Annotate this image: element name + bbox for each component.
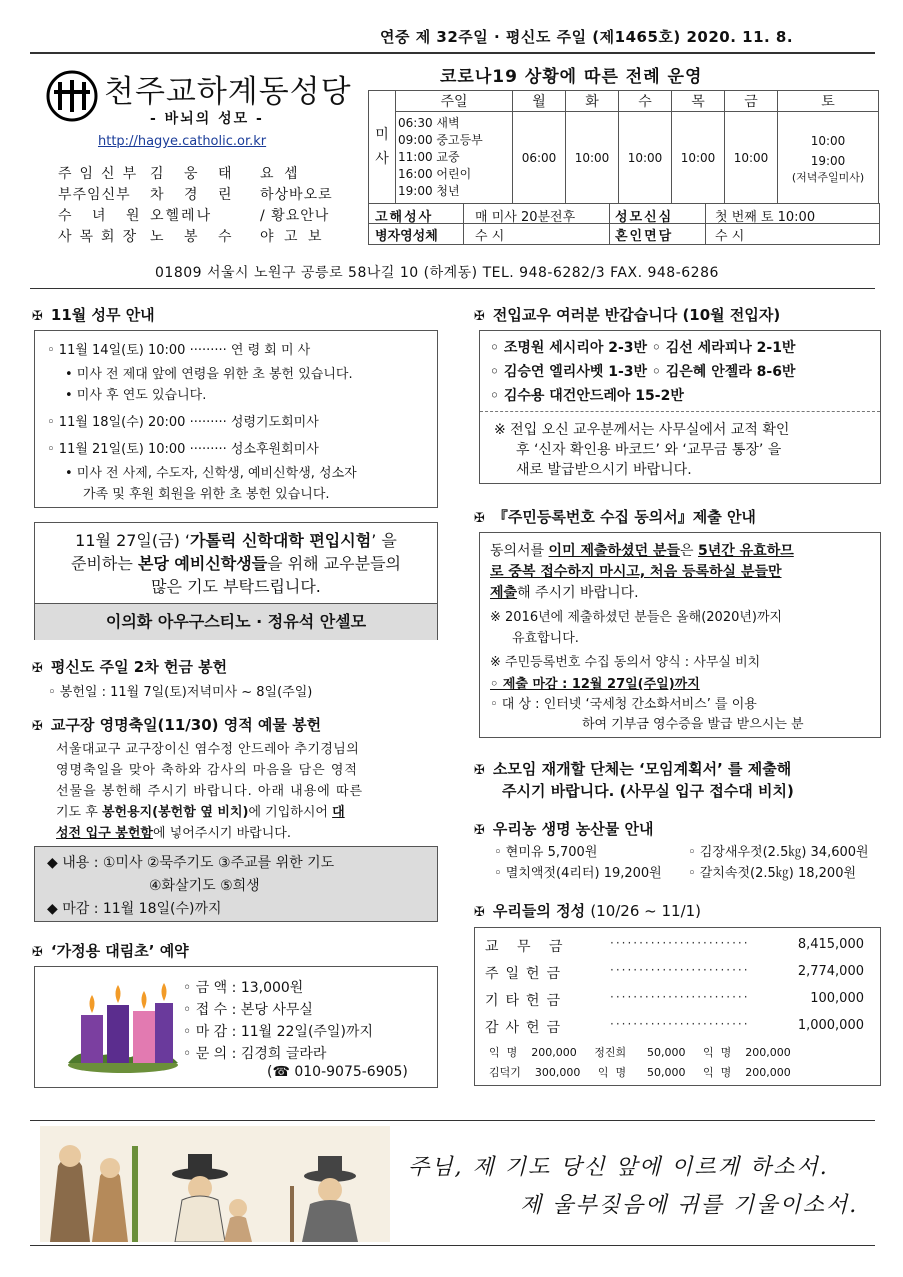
cross-icon: ✠ (32, 661, 43, 676)
parish-motto: - 바뇌의 성모 - (150, 111, 264, 127)
farm-product: ◦ 갈치속젓(2.5㎏) 18,200원 (688, 866, 857, 881)
candle-deadline: ◦ 마 감 : 11월 22일(주일)까지 (183, 1024, 373, 1040)
consent-section-title: ✠ 『주민등록번호 수집 동의서』제출 안내 (474, 508, 756, 526)
cross-icon: ✠ (32, 719, 43, 734)
parish-address: 01809 서울시 노원구 공릉로 58나길 10 (하계동) TEL. 948-6282/3 FAX. 948-6286 (155, 265, 719, 281)
archbishop-text: 영명축일을 맞아 축하와 감사의 마음을 담은 영적 (56, 763, 358, 778)
newcomer-note: 새로 발급받으시기 바랍니다. (516, 462, 692, 478)
sacraments-vline (705, 204, 706, 244)
november-line: 가족 및 후원 회원을 위한 초 봉헌 있습니다. (83, 487, 330, 502)
tue-time: 10:00 (566, 112, 619, 204)
consent-text: 동의서를 이미 제출하셨던 분들은 5년간 유효하므 (490, 543, 794, 559)
cross-icon: ✠ (32, 309, 43, 324)
staff-name: 오헬레나 (150, 208, 213, 224)
bulletin-issue-info: 연중 제 32주일 · 평신도 주일 (제1465호) 2020. 11. 8. (380, 28, 794, 46)
newcomers-divider (480, 411, 880, 412)
staff-row (58, 206, 333, 227)
header-sat: 토 (778, 91, 879, 112)
staff-row (58, 185, 333, 206)
closing-prayer-line: 주님, 제 기도 당신 앞에 이르게 하소서. (408, 1155, 829, 1180)
offering-dots: ························ (610, 990, 750, 1004)
address-divider (30, 288, 875, 289)
farm-product: ◦ 멸치액젓(4리터) 19,200원 (494, 866, 662, 881)
mass-schedule-table (368, 90, 879, 204)
november-line: ◦ 11월 21일(토) 10:00 ········· 성소후원회미사 (47, 442, 319, 457)
laity-section-title: ✠ 평신도 주일 2차 헌금 봉헌 (32, 658, 228, 676)
november-box (34, 330, 438, 508)
parish-logo-icon (46, 70, 98, 122)
november-line: ◦ 11월 14일(토) 10:00 ········· 연 령 회 미 사 (47, 343, 311, 358)
archbishop-text: 성전 입구 봉헌함에 넣어주시기 바랍니다. (56, 826, 291, 841)
marriage-interview-value: 수 시 (715, 229, 745, 244)
farm-product: ◦ 현미유 5,700원 (494, 845, 598, 860)
offering-donors: 김덕기 300,000 익 명 50,000 익 명 200,000 (489, 1066, 791, 1079)
korean-martyrs-illustration-icon (40, 1126, 390, 1242)
newcomer-row: ◦ 조명원 세시리아 2-3반 ◦ 김선 세라피나 2-1반 (490, 340, 796, 356)
newcomers-box (479, 330, 881, 484)
parish-url-link[interactable]: http://hagye.catholic.or.kr (98, 134, 267, 149)
sacraments-vline (463, 204, 464, 244)
farm-section-title: ✠ 우리농 생명 농산물 안내 (474, 820, 654, 838)
consent-target: 하여 기부금 영수증을 발급 받으시는 분 (582, 717, 804, 732)
footer-divider (30, 1120, 875, 1121)
archbishop-text: 선물을 봉헌해 주시기 바랍니다. 아래 내용에 따른 (56, 784, 364, 799)
mass-schedule-title: 코로나19 상황에 따른 전례 운영 (440, 67, 703, 87)
consent-text: 제출해 주시기 바랍니다. (490, 585, 639, 601)
archbishop-items: ④화살기도 ⑤희생 (149, 878, 260, 894)
candle-box (34, 966, 438, 1088)
header-wed: 수 (619, 91, 672, 112)
offering-amount: 8,415,000 (797, 937, 864, 952)
cross-icon: ✠ (32, 945, 43, 960)
sunday-times (396, 112, 513, 204)
groups-section-subtitle: 주시기 바랍니다. (사무실 입구 접수대 비치) (502, 782, 794, 800)
consent-text: ※ 주민등록번호 수집 동의서 양식 : 사무실 비치 (490, 655, 761, 670)
header-fri: 금 (725, 91, 778, 112)
header-thu: 목 (672, 91, 725, 112)
confession-value: 매 미사 20분전후 (475, 210, 576, 225)
offering-dots: ························ (610, 963, 750, 977)
cross-icon: ✠ (474, 763, 485, 778)
offering-box (474, 927, 881, 1086)
thu-time: 10:00 (672, 112, 725, 204)
offering-dots: ························ (610, 1017, 750, 1031)
advent-candles-icon (63, 975, 183, 1075)
staff-row (58, 227, 333, 248)
mass-label: 미사 (369, 91, 396, 204)
offering-label: 기타헌금 (485, 993, 568, 1009)
cross-icon: ✠ (474, 511, 485, 526)
header-divider (30, 52, 875, 54)
cross-icon: ✠ (474, 905, 485, 920)
consent-target: ◦ 대 상 : 인터넷 ‘국세청 간소화서비스’ 를 이용 (490, 697, 757, 712)
staff-list (58, 164, 333, 248)
archbishop-deadline: ◆ 마감 : 11월 18일(수)까지 (47, 901, 222, 917)
staff-name: 차 경 린 (150, 187, 240, 203)
sat-times (778, 112, 879, 204)
consent-text: 유효합니다. (512, 631, 579, 646)
archbishop-section-title: ✠ 교구장 영명축일(11/30) 영적 예물 봉헌 (32, 716, 322, 734)
november-line: • 미사 전 사제, 수도자, 신학생, 예비신학생, 성소자 (65, 466, 357, 481)
parish-name: 천주교하계동성당 (104, 74, 352, 110)
archbishop-items: ◆ 내용 : ①미사 ②묵주기도 ③주교를 위한 기도 (47, 855, 335, 871)
offering-label: 주일헌금 (485, 966, 568, 982)
newcomer-note: 후 ‘신자 확인용 바코드’ 와 ‘교무금 통장’ 을 (516, 442, 782, 458)
header-mon: 월 (513, 91, 566, 112)
sunday-time: 11:00 교중 (398, 150, 460, 164)
sat-time: 10:00 (810, 134, 846, 148)
archbishop-text: 서울대교구 교구장이신 염수정 안드레아 추기경님의 (56, 742, 360, 757)
sacraments-box (368, 203, 880, 245)
sunday-time: 16:00 어린이 (398, 167, 472, 181)
staff-saint: / 황요안나 (260, 208, 330, 224)
header-sunday: 주일 (396, 91, 513, 112)
mass-times-row (369, 112, 879, 204)
staff-name: 김 웅 태 (150, 166, 240, 182)
sunday-time: 19:00 청년 (398, 184, 460, 198)
closing-prayer-line: 제 울부짖음에 귀를 기울이소서. (520, 1193, 859, 1218)
offering-period: (10/26 ~ 11/1) (590, 902, 702, 920)
sat-time: 19:00 (810, 154, 846, 168)
cross-icon: ✠ (474, 309, 485, 324)
offering-amount: 100,000 (810, 991, 864, 1006)
offering-label: 감사헌금 (485, 1020, 568, 1036)
marian-devotion-value: 첫 번째 토 10:00 (715, 210, 816, 225)
consent-box (479, 532, 881, 738)
november-line: ◦ 11월 18일(수) 20:00 ········· 성령기도회미사 (47, 415, 319, 430)
offering-donors: 익 명 200,000 정진희 50,000 익 명 200,000 (489, 1046, 791, 1059)
candle-section-title: ✠ ‘가정용 대림초’ 예약 (32, 942, 189, 960)
farm-product: ◦ 김장새우젓(2.5㎏) 34,600원 (688, 845, 869, 860)
staff-role: 사목회장 (58, 229, 145, 245)
newcomer-row: ◦ 김승연 엘리사벳 1-3반 ◦ 김은혜 안젤라 8-6반 (490, 364, 796, 380)
sunday-time: 06:30 새벽 (398, 116, 460, 130)
staff-role: 주임신부 (58, 166, 145, 182)
offering-amount: 1,000,000 (797, 1018, 864, 1033)
staff-row (58, 164, 333, 185)
staff-saint: 하상바오로 (260, 187, 333, 203)
staff-name: 노 봉 수 (150, 229, 240, 245)
marian-devotion-label: 성모신심 (615, 210, 674, 225)
fri-time: 10:00 (725, 112, 778, 204)
newcomer-row: ◦ 김수용 대건안드레아 15-2반 (490, 388, 684, 404)
sick-communion-value: 수 시 (475, 229, 505, 244)
exam-prayer-box (34, 522, 438, 640)
candle-price: ◦ 금 액 : 13,000원 (183, 980, 304, 996)
sacraments-vline (609, 204, 610, 244)
offering-label: 교 무 금 (485, 939, 570, 955)
staff-saint: 요 셉 (260, 166, 301, 182)
offering-dots: ························ (610, 936, 750, 950)
header-tue: 화 (566, 91, 619, 112)
staff-role: 수 녀 원 (58, 208, 148, 224)
cross-icon: ✠ (474, 823, 485, 838)
laity-date: ◦ 봉헌일 : 11월 7일(토)저녁미사 ~ 8일(주일) (48, 685, 313, 700)
archbishop-items-box (34, 846, 438, 922)
consent-text: 로 중복 접수하지 마시고, 처음 등록하실 분들만 (490, 564, 782, 580)
archbishop-text: 기도 후 봉헌용지(봉헌함 옆 비치)에 기입하시어 대 (56, 805, 345, 820)
candle-contact: ◦ 문 의 : 김경희 글라라 (183, 1046, 327, 1062)
sick-communion-label: 병자영성체 (375, 229, 438, 244)
candle-reception: ◦ 접 수 : 본당 사무실 (183, 1002, 313, 1018)
mass-header-row (369, 91, 879, 112)
marriage-interview-label: 혼인면담 (615, 229, 674, 244)
wed-time: 10:00 (619, 112, 672, 204)
consent-text: ※ 2016년에 제출하셨던 분들은 올해(2020년)까지 (490, 610, 783, 625)
consent-deadline: ◦ 제출 마감 : 12월 27일(주일)까지 (490, 677, 700, 692)
november-section-title: ✠ 11월 성무 안내 (32, 306, 155, 324)
footer-bottom-divider (30, 1245, 875, 1246)
mon-time: 06:00 (513, 112, 566, 204)
staff-role: 부주임신부 (58, 187, 131, 203)
offering-section-title: ✠ 우리들의 정성 (10/26 ~ 11/1) (474, 902, 702, 920)
sunday-time: 09:00 중고등부 (398, 133, 483, 147)
staff-saint: 야 고 보 (260, 229, 325, 245)
offering-amount: 2,774,000 (797, 964, 864, 979)
sat-note: (저녁주일미사) (791, 171, 865, 184)
newcomer-note: ※ 전입 오신 교우분께서는 사무실에서 교적 확인 (494, 422, 790, 438)
confession-label: 고해성사 (375, 210, 434, 225)
november-line: • 미사 전 제대 앞에 연령을 위한 초 봉헌 있습니다. (65, 367, 353, 382)
exam-text: 11월 27일(금) ‘가톨릭 신학대학 편입시험’ 을 준비하는 본당 예비신학생들을 위해 교우분들의 많은 기도 부탁드립니다. (71, 531, 401, 596)
candle-phone: (☎ 010-9075-6905) (267, 1064, 408, 1080)
groups-section-title: ✠ 소모임 재개할 단체는 ‘모임계획서’ 를 제출해 (474, 760, 792, 778)
newcomers-section-title: ✠ 전입교우 여러분 반갑습니다 (10월 전입자) (474, 306, 781, 324)
exam-candidates: 이의화 아우구스티노 · 정유석 안셀모 (35, 603, 437, 640)
november-line: • 미사 후 연도 있습니다. (65, 388, 207, 403)
